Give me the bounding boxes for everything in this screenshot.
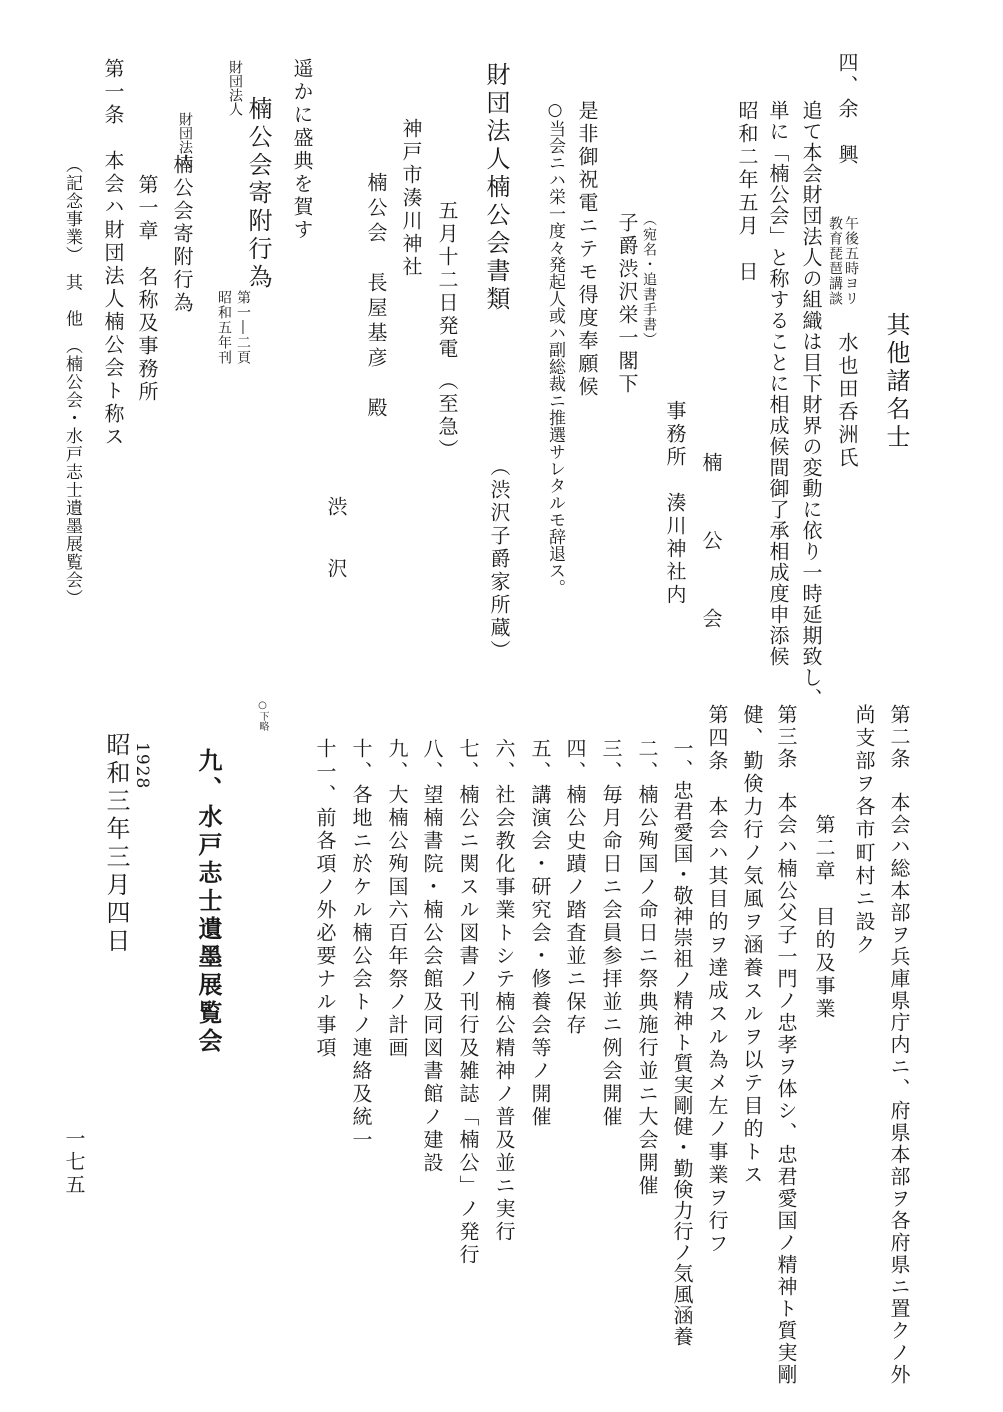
telegram-date: 五月十二日発電 bbox=[435, 200, 459, 361]
congratulations: 遥かに盛典を賀す bbox=[290, 58, 314, 242]
recipient-name: 楠公会 長屋基彦 殿 bbox=[364, 172, 388, 422]
article-4: 第四条 本会ハ其目的ヲ達成スル為メ左ノ事業ヲ行フ bbox=[705, 704, 729, 1256]
entertainment-time: 午後五時ヨリ bbox=[843, 216, 859, 306]
chapter-2: 第二章 目的及事業 bbox=[812, 814, 836, 1021]
document-source: （渋沢子爵家所蔵） bbox=[487, 456, 511, 663]
addressee-note: （宛名・追書手書） bbox=[641, 212, 657, 347]
bylaws-page-ref: 第一―二頁 bbox=[235, 290, 251, 365]
list-item: 十、各地ニ於ケル楠公会トノ連絡及統一 bbox=[349, 738, 373, 1152]
list-item: 四、楠公史蹟ノ踏査並ニ保存 bbox=[563, 738, 587, 1037]
sender-char-1: 渋 bbox=[324, 496, 348, 519]
list-item: 二、楠公殉国ノ命日ニ祭典施行並ニ大会開催 bbox=[635, 738, 659, 1198]
list-item: 八、望楠書院・楠公会館及同図書館ノ建設 bbox=[420, 738, 444, 1175]
list-item: 三、毎月命日ニ会員参拝並ニ例会開催 bbox=[599, 738, 623, 1129]
entertainment-performer: 水也田呑洲氏 bbox=[835, 332, 859, 470]
page-number: 一七五 bbox=[62, 1128, 86, 1197]
entertainment-program: 教育琵琶講談 bbox=[827, 216, 843, 306]
article-3-line-2: 健、勤倹力行ノ気風ヲ涵養スルヲ以テ目的トス bbox=[740, 704, 764, 1187]
article-3-line-1: 第三条 本会ハ楠公父子一門ノ忠孝ヲ体シ、忠君愛国ノ精神ト質実剛 bbox=[774, 704, 798, 1386]
organization-name: 楠 公 会 bbox=[699, 452, 723, 634]
entertainment-label: 四、余 興 bbox=[835, 52, 859, 167]
omitted-note: ○下略 bbox=[257, 700, 268, 731]
bylaws-subtitle: 楠公会寄附行為 bbox=[170, 154, 194, 315]
section-title: 九、水戸志士遺墨展覧会 bbox=[194, 748, 223, 1056]
article-2-line-1: 第二条 本会ハ総本部ヲ兵庫県庁内ニ、府県本部ヲ各府県ニ置クノ外 bbox=[887, 704, 911, 1386]
article-1: 第一条 本会ハ財団法人楠公会ト称ス bbox=[101, 58, 125, 449]
addressee: 子爵渋沢栄一閣下 bbox=[615, 212, 639, 396]
office-location: 事務所 湊川神社内 bbox=[663, 400, 687, 607]
note-line: ○当会ニハ栄一度々発起人或ハ副総裁ニ推選サレタルモ辞退ス。 bbox=[545, 100, 565, 596]
list-item: 一、忠君愛国・敬神崇祖ノ精神ト質実剛健・勤倹力行ノ気風涵養 bbox=[670, 738, 694, 1347]
memorial-projects: （記念事業） 其 他 （楠公会・水戸志士遺墨展覧会） bbox=[62, 156, 82, 607]
foundation-label: 財団法人 bbox=[227, 60, 243, 116]
western-year: 1928 bbox=[132, 742, 152, 790]
notice-line-2: 単に「楠公会」と称することに相成候間御了承相成度申添候 bbox=[766, 100, 790, 667]
request-line: 是非御祝電ニテモ得度奉願候 bbox=[575, 100, 599, 399]
notice-line-1: 追て本会財団法人の組織は目下財界の変動に依り一時延期致し、 bbox=[799, 100, 823, 709]
bylaws-title: 楠公会寄附行為 bbox=[244, 96, 272, 292]
list-item: 九、大楠公殉国六百年祭ノ計画 bbox=[385, 738, 409, 1060]
article-2-line-2: 尚支部ヲ各市町村ニ設ク bbox=[852, 704, 876, 957]
notice-date: 昭和二年五月 日 bbox=[735, 100, 759, 284]
telegram-urgent: （至急） bbox=[435, 370, 459, 462]
list-item: 十一、前各項ノ外必要ナル事項 bbox=[313, 738, 337, 1060]
chapter-1: 第一章 名称及事務所 bbox=[135, 174, 159, 404]
list-item: 六、社会教化事業トシテ楠公精神ノ普及並ニ実行 bbox=[492, 738, 516, 1244]
list-item: 七、楠公ニ関スル図書ノ刊行及雑誌「楠公」ノ発行 bbox=[456, 738, 480, 1267]
document-title: 財団法人楠公会書類 bbox=[482, 62, 510, 314]
list-item: 五、講演会・研究会・修養会等ノ開催 bbox=[528, 738, 552, 1129]
other-notables: 其他諸名士 bbox=[882, 312, 910, 452]
exhibition-date: 昭和三年三月四日 bbox=[102, 732, 130, 956]
sender-char-2: 沢 bbox=[324, 558, 348, 581]
foundation-label-2: 財団法人 bbox=[177, 112, 193, 168]
recipient-place: 神戸市湊川神社 bbox=[399, 118, 423, 279]
bylaws-publication: 昭和五年刊 bbox=[216, 290, 232, 365]
